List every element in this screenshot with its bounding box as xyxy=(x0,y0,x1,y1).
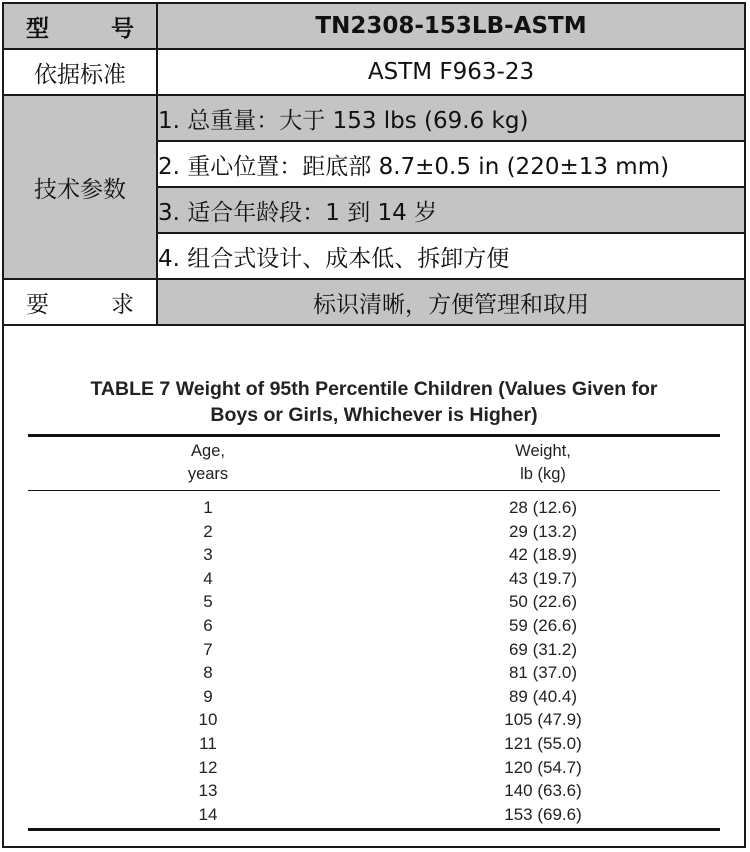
weight-cell: 50 (22.6) xyxy=(508,592,578,612)
reference-title-line2: Boys or Girls, Whichever is Higher) xyxy=(210,404,538,426)
age-cell: 12 xyxy=(198,757,218,777)
weight-cell: 59 (26.6) xyxy=(508,615,578,635)
row-requirement xyxy=(3,279,745,325)
table-row xyxy=(28,708,720,732)
table-row xyxy=(28,732,720,756)
weight-cell: 42 (18.9) xyxy=(508,545,578,565)
weight-cell: 105 (47.9) xyxy=(504,710,582,730)
standard-value: ASTM F963-23 xyxy=(157,49,745,95)
params-label: 技术参数 xyxy=(3,95,157,279)
table-row xyxy=(28,779,720,803)
requirement-label-a: 要 xyxy=(26,291,49,318)
param-item-3: 3. 适合年龄段：1 到 14 岁 xyxy=(157,187,745,233)
weight-cell: 69 (31.2) xyxy=(508,639,578,659)
header-rule xyxy=(28,490,720,491)
age-cell: 6 xyxy=(203,615,213,635)
weight-cell: 140 (63.6) xyxy=(504,781,582,801)
weight-cell: 43 (19.7) xyxy=(508,568,578,588)
age-cell: 13 xyxy=(198,781,218,801)
model-value: TN2308-153LB-ASTM xyxy=(157,3,745,49)
model-label-b: 号 xyxy=(111,15,134,42)
requirement-label-b: 求 xyxy=(111,291,134,318)
param-item-4: 4. 组合式设计、成本低、拆卸方便 xyxy=(157,233,745,279)
col-header-age xyxy=(158,440,258,486)
weight-cell: 29 (13.2) xyxy=(508,521,578,541)
table-row xyxy=(28,638,720,662)
bottom-rule xyxy=(28,828,720,831)
row-params-1 xyxy=(3,95,745,141)
param-item-2: 2. 重心位置：距底部 8.7±0.5 in (220±13 mm) xyxy=(157,141,745,187)
model-label xyxy=(3,3,157,49)
col-header-age-line1: Age, xyxy=(191,442,225,460)
row-standard xyxy=(3,49,745,95)
col-header-age-line2: years xyxy=(187,465,229,483)
requirement-label xyxy=(3,279,157,325)
age-cell: 14 xyxy=(198,804,218,824)
age-cell: 10 xyxy=(198,710,218,730)
requirement-value: 标识清晰，方便管理和取用 xyxy=(157,279,745,325)
reference-table-image xyxy=(4,354,744,846)
table-row xyxy=(28,543,720,567)
table-row xyxy=(28,661,720,685)
age-cell: 11 xyxy=(199,733,217,753)
top-rule xyxy=(28,434,720,437)
spec-table xyxy=(2,2,746,326)
param-item-1: 1. 总重量：大于 153 lbs (69.6 kg) xyxy=(157,95,745,141)
col-header-weight-line1: Weight, xyxy=(515,442,571,460)
table-row xyxy=(28,496,720,520)
table-row xyxy=(28,803,720,827)
table-row xyxy=(28,567,720,591)
col-header-weight xyxy=(468,440,618,486)
age-cell: 3 xyxy=(203,545,213,565)
standard-label: 依据标准 xyxy=(3,49,157,95)
reference-table-rows xyxy=(28,496,720,826)
weight-cell: 121 (55.0) xyxy=(504,733,582,753)
age-cell: 2 xyxy=(203,521,213,541)
table-row xyxy=(28,756,720,780)
age-cell: 4 xyxy=(203,568,213,588)
weight-cell: 120 (54.7) xyxy=(504,757,582,777)
age-cell: 1 xyxy=(203,498,213,517)
reference-title-line1: TABLE 7 Weight of 95th Percentile Children (Values Given for xyxy=(90,378,658,400)
weight-cell: 81 (37.0) xyxy=(508,663,578,683)
model-label-a: 型 xyxy=(26,15,49,42)
weight-cell: 153 (69.6) xyxy=(504,804,582,824)
age-cell: 9 xyxy=(203,686,213,706)
table-row xyxy=(28,590,720,614)
table-row xyxy=(28,520,720,544)
row-model xyxy=(3,3,745,49)
weight-cell: 89 (40.4) xyxy=(508,686,578,706)
age-cell: 7 xyxy=(203,639,213,659)
table-row xyxy=(28,614,720,638)
col-header-weight-line2: lb (kg) xyxy=(520,465,566,483)
table-row xyxy=(28,685,720,709)
reference-table-title xyxy=(4,376,744,428)
weight-cell: 28 (12.6) xyxy=(508,498,578,517)
age-cell: 5 xyxy=(203,592,213,612)
age-cell: 8 xyxy=(203,663,213,683)
